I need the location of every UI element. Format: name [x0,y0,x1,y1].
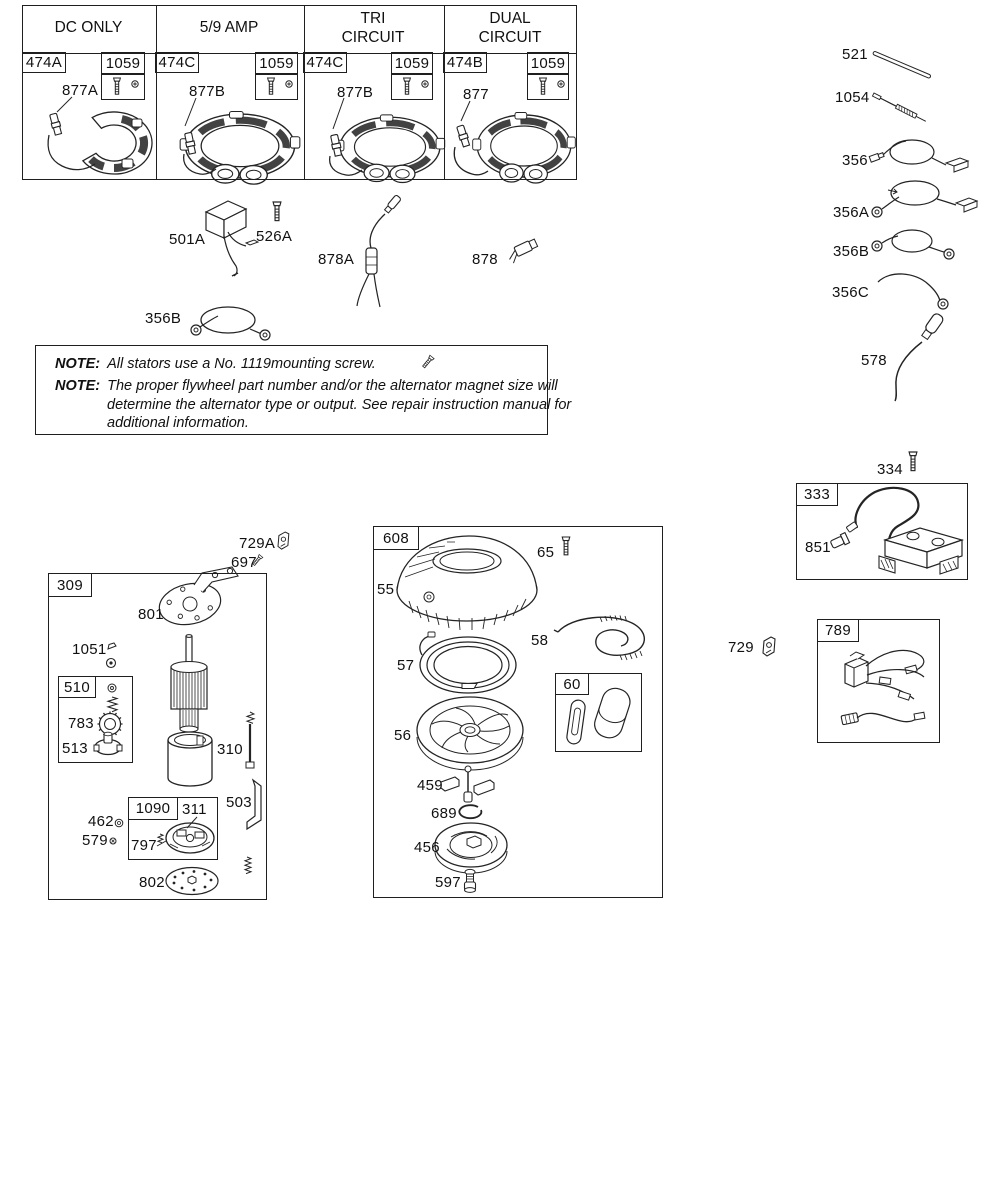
ref-1059-p4: 1059 [527,52,569,74]
part-label-459: 459 [417,777,443,794]
screw-526a-drawing [273,202,281,221]
ref-474b: 474B [443,52,487,73]
wire-356-drawing [869,140,968,172]
part-label-597: 597 [435,874,461,891]
part-label-501a: 501A [169,231,206,248]
lead-878a-drawing [357,195,401,307]
part-label-356: 356 [842,152,868,169]
part-label-697: 697 [231,554,257,571]
ref-474a: 474A [22,52,66,73]
part-label-851: 851 [805,539,831,556]
part-label-729a: 729A [239,535,276,552]
screw-compartment-p4 [527,74,569,100]
part-label-55: 55 [377,581,395,598]
connector-878-drawing [506,238,540,264]
screw-compartment-p2 [255,74,298,100]
note1-text: All stators use a No. 1119mounting screw. [107,356,376,372]
part-label-783: 783 [68,715,94,732]
part-label-797: 797 [131,837,157,854]
note2-text: The proper flywheel part number and/or the alternator magnet size will determine the alternator type or output. See repair instruction manual for additional information. [107,378,572,431]
part-label-877b-p3: 877B [337,84,374,101]
part-label-578: 578 [861,352,887,369]
part-label-456: 456 [414,839,440,856]
part-label-802: 802 [139,874,165,891]
part-label-56: 56 [394,727,412,744]
panel-title-dual-circuit: DUAL CIRCUIT [478,9,542,46]
note-line-2 [55,377,603,433]
ref-1059-p1: 1059 [101,52,145,74]
part-label-1051: 1051 [72,641,107,658]
part-label-801: 801 [138,606,164,623]
wire-356c-drawing [878,274,948,309]
part-label-65: 65 [537,544,555,561]
note-line-1 [55,355,376,374]
screw-compartment-p3 [391,74,433,100]
wire-356b-right-drawing [872,230,954,259]
ref-1090: 1090 [128,797,178,820]
panel-title-tri-circuit: TRI CIRCUIT [341,9,405,46]
ref-1059-p2: 1059 [255,52,298,74]
part-label-579: 579 [82,832,108,849]
note1-prefix: NOTE: [55,356,101,372]
wire-356a-drawing [872,181,977,217]
ref-608: 608 [373,526,419,550]
part-label-877a: 877A [62,82,99,99]
panel-title-59amp: 5/9 AMP [199,19,259,37]
part-label-58: 58 [531,632,549,649]
ref-1059-p3: 1059 [391,52,433,74]
part-label-311: 311 [182,801,207,818]
part-label-877b-p2: 877B [189,83,226,100]
tube-521-drawing [873,51,931,79]
part-label-462: 462 [88,813,114,830]
ground-wire-356b-left-drawing [191,307,270,340]
screw-compartment-p1 [101,74,145,100]
ref-60: 60 [555,673,589,695]
part-label-310: 310 [217,741,243,758]
part-label-57: 57 [397,657,415,674]
ref-333: 333 [796,483,838,506]
part-label-334: 334 [877,461,903,478]
note2-prefix: NOTE: [55,378,101,394]
ref-309: 309 [48,573,92,597]
ref-474c-p2: 474C [155,52,199,73]
part-label-356b-right: 356B [833,243,870,260]
part-label-513: 513 [62,740,88,757]
tie-1054-drawing [872,92,927,123]
part-label-878: 878 [472,251,498,268]
clip-729a-drawing [278,532,289,549]
part-label-878a: 878A [318,251,355,268]
part-label-1054: 1054 [835,89,870,106]
part-label-526a: 526A [256,228,293,245]
ref-474c-p3: 474C [303,52,347,73]
ref-789: 789 [817,619,859,642]
clip-729-drawing [763,637,775,656]
part-label-729: 729 [728,639,754,656]
part-label-356c: 356C [832,284,870,301]
part-label-356a: 356A [833,204,870,221]
part-label-356b-left: 356B [145,310,182,327]
rectifier-501a-drawing [206,201,258,276]
panel-title-dc-only: DC ONLY [54,19,123,37]
part-label-689: 689 [431,805,457,822]
wire-578-drawing [895,312,945,401]
part-label-877: 877 [463,86,489,103]
ref-510: 510 [58,676,96,698]
part-label-503: 503 [226,794,252,811]
part-label-521: 521 [842,46,868,63]
screw-334-drawing [909,452,917,471]
